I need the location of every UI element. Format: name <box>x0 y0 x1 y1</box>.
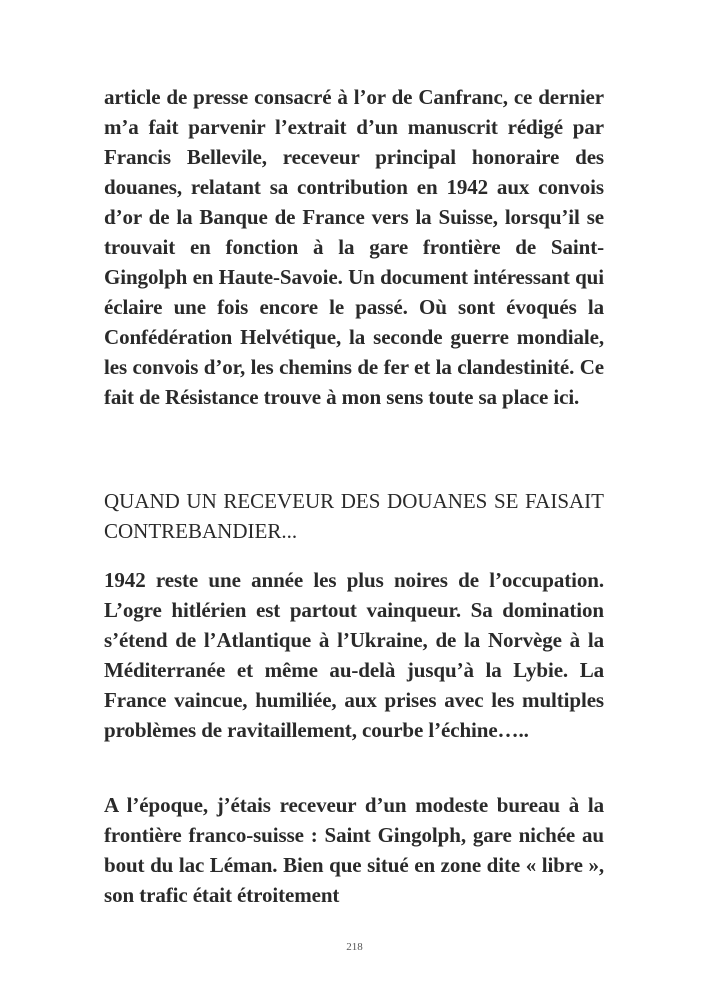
page-number: 218 <box>346 941 363 953</box>
section-heading: QUAND UN RECEVEUR DES DOUANES SE FAISAIT CONTREBANDIER... <box>104 489 604 543</box>
paragraph-intro: article de presse consacré à l’or de Canfranc, ce dernier m’a fait parvenir l’extrait d’un manuscrit rédigé par Francis Bellevile, receveur principal honoraire des douanes, relatant sa contribution en 1942 aux convois d’or de la Banque de France vers la Suisse, lorsqu’il se trouvait en fonction à la gare frontière de Saint-Gingolph en Haute-Savoie. Un document intéressant qui éclaire une fois encore le passé. Où sont évoqués la Confédération Helvétique, la seconde guerre mondiale, les convois d’or, les chemins de fer et la clandestinité. Ce fait de Résistance trouve à mon sens toute sa place ici. <box>104 85 604 409</box>
paragraph-1942: 1942 reste une année les plus noires de l’occupation. L’ogre hitlérien est partout vainqueur. Sa domination s’étend de l’Atlantique à l’Ukraine, de la Norvège à la Méditerranée et même au-delà jusqu’à la Lybie. La France vaincue, humiliée, aux prises avec les multiples problèmes de ravitaillement, courbe l’échine….. <box>104 568 604 742</box>
paragraph-receveur: A l’époque, j’étais receveur d’un modeste bureau à la frontière franco-suisse : Saint Gingolph, gare nichée au bout du lac Léman. Bien que situé en zone dite « libre », son trafic était étroitement <box>104 793 604 907</box>
